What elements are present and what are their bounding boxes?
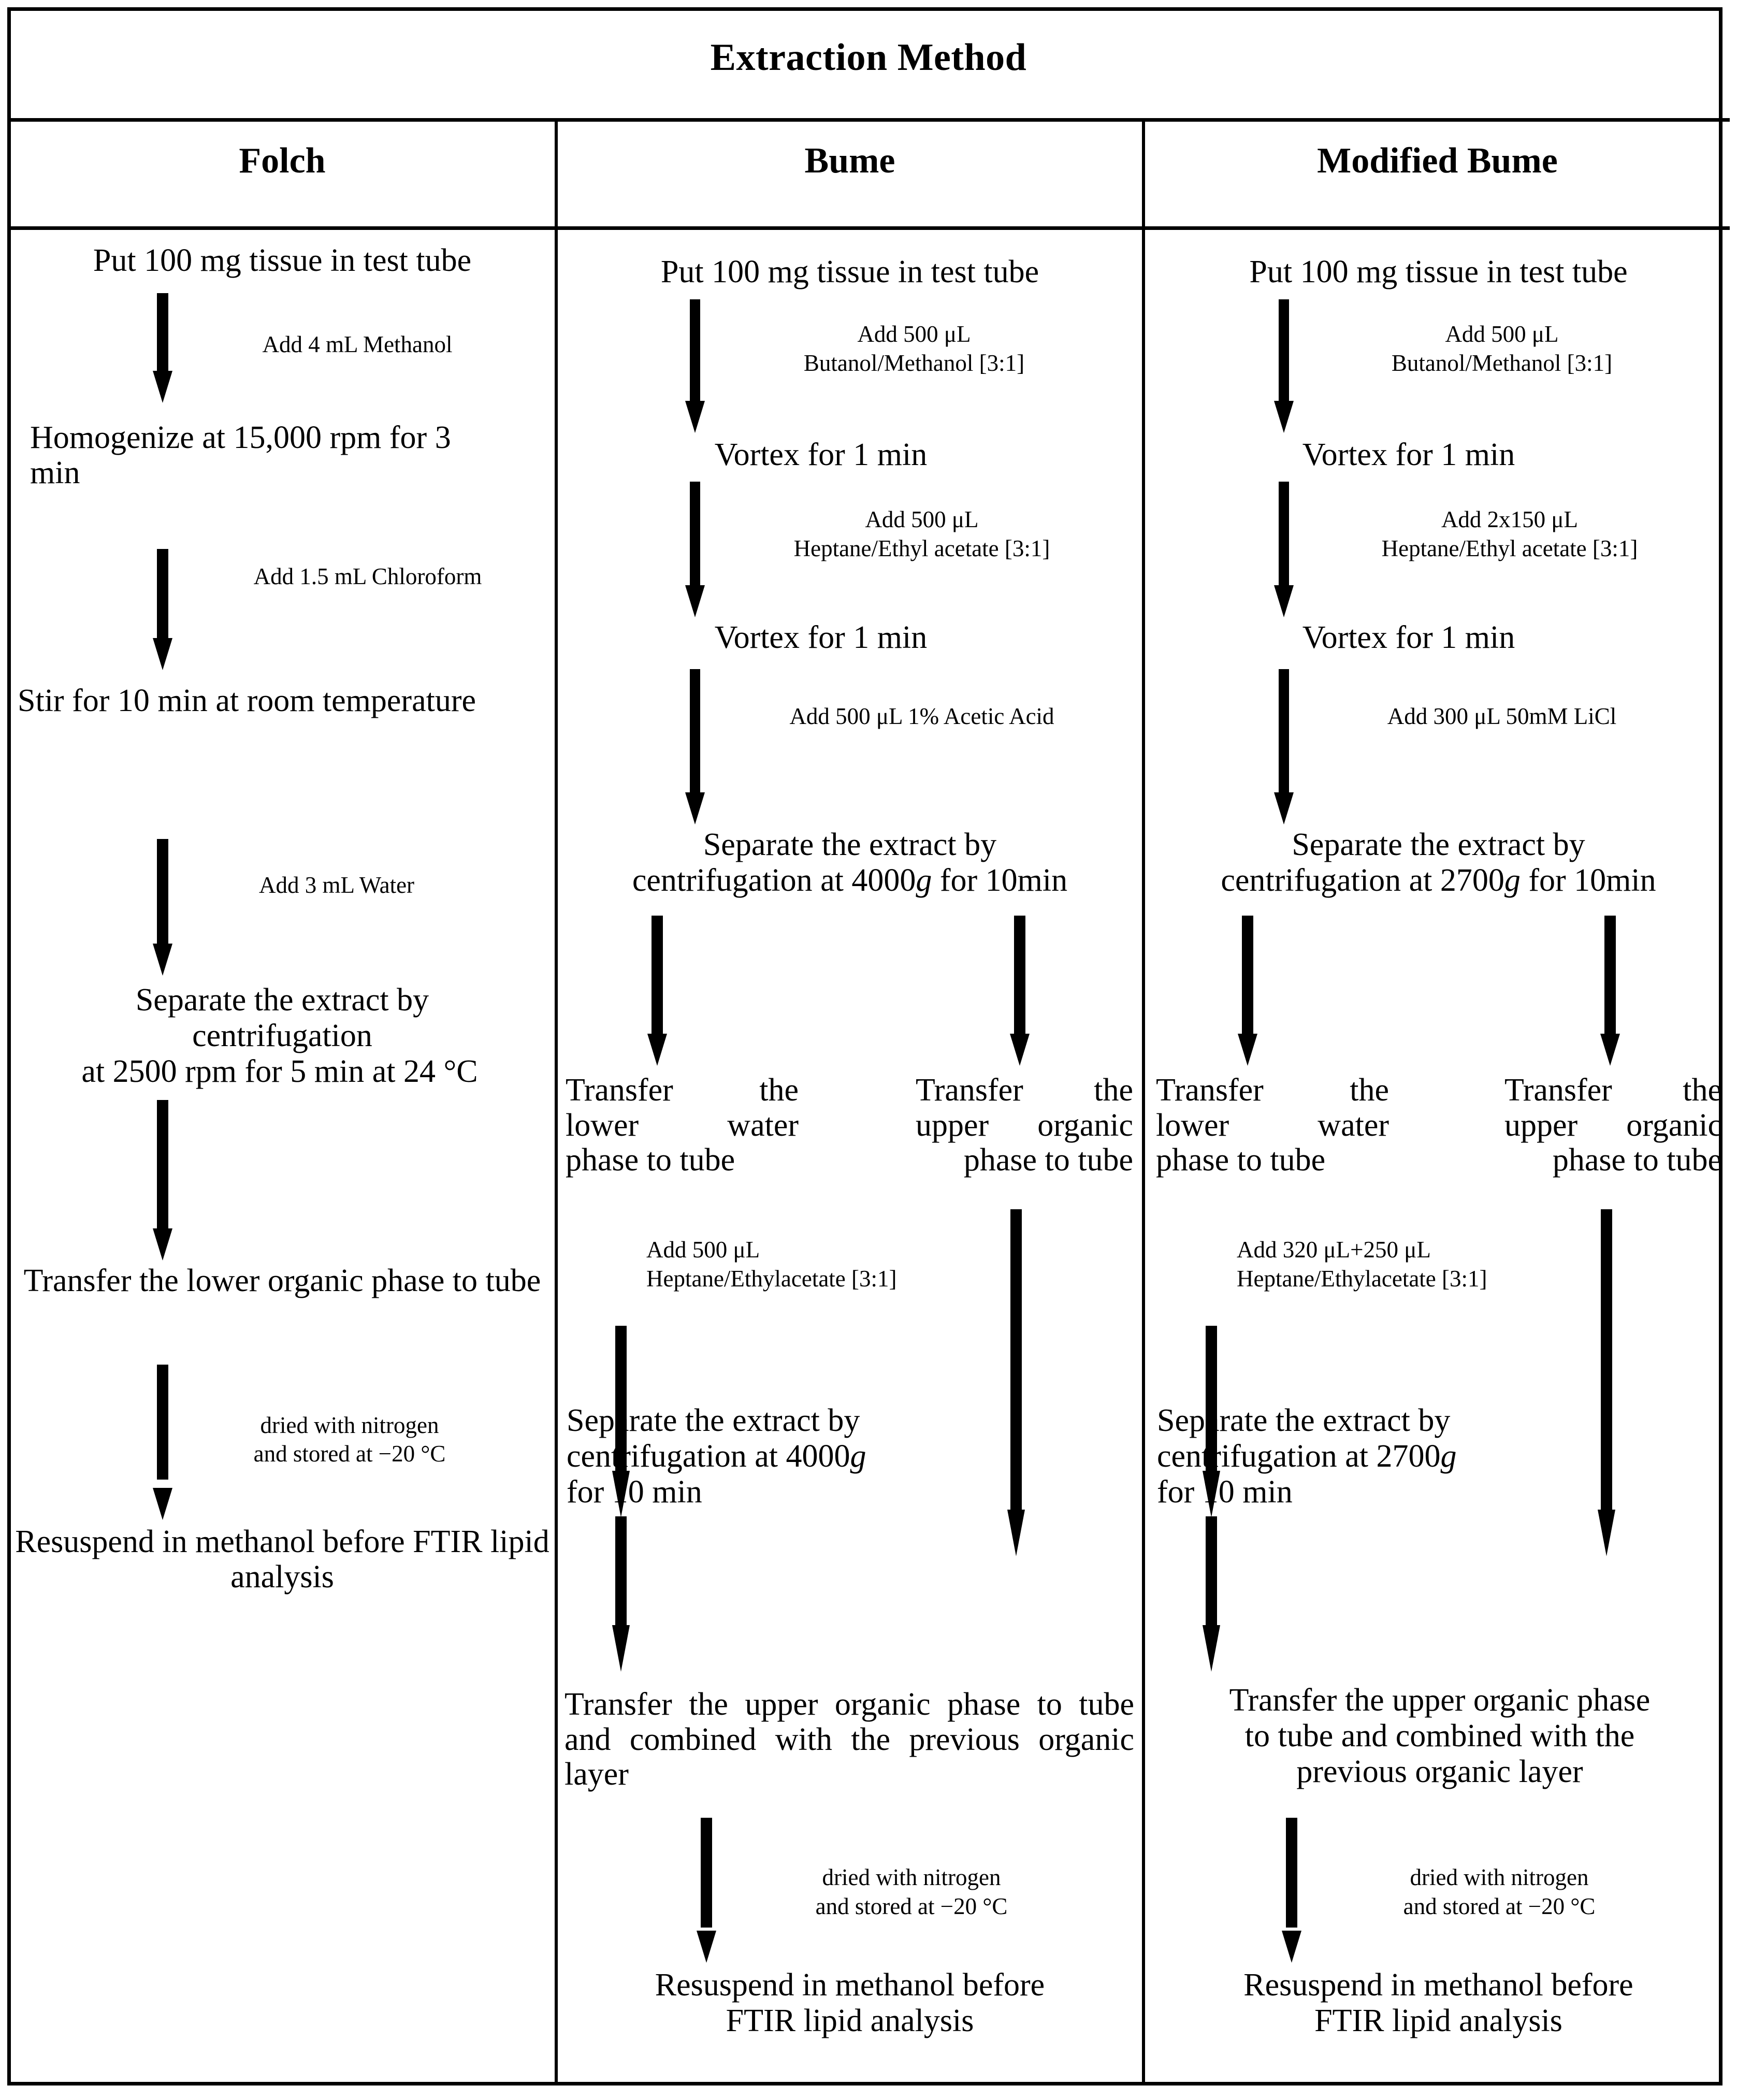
modbume-step-4-g-italic: g [1504, 863, 1521, 898]
rule-under-column-headers [7, 226, 1730, 230]
folch-arrow-5 [150, 1365, 175, 1520]
modbume-step-8-line-2: FTIR lipid analysis [1314, 2003, 1562, 2038]
bume-step-2: Vortex for 1 min [714, 437, 928, 472]
folch-annotation-4-line-2: and stored at −20 °C [253, 1441, 446, 1467]
modbume-arrow-6 [1279, 1818, 1304, 1963]
folch-arrow-4 [150, 1100, 175, 1261]
page-title: Extraction Method [710, 36, 1027, 79]
modbume-arrow-1 [1271, 299, 1296, 433]
modbume-arrow-long-right [1594, 1209, 1619, 1556]
bume-step-6-line-2 [567, 1439, 1022, 1474]
bume-annotation-5-line-1: dried with nitrogen [822, 1864, 1001, 1890]
modbume-step-6-line-1: Separate the extract by [1157, 1403, 1451, 1438]
modbume-step-6-line-2 [1157, 1439, 1613, 1474]
bume-annotation-5-line-2: and stored at −20 °C [815, 1893, 1008, 1919]
folch-step-3: Stir for 10 min at room temperature [18, 683, 476, 718]
bume-annotation-1-line-2: Butanol/Methanol [3:1] [803, 350, 1025, 376]
modbume-step-6-line-2-a: centrifugation at 2700 [1157, 1439, 1441, 1474]
column-header-bume: Bume [804, 141, 895, 181]
folch-arrow-1 [150, 293, 175, 403]
modbume-step-4-line-2-c: for 10min [1520, 863, 1656, 898]
bume-step-6-line-3: for 10 min [567, 1474, 702, 1510]
modbume-arrow-branch-left [1235, 916, 1260, 1066]
folch-annotation-2: Add 1.5 mL Chloroform [253, 563, 482, 589]
bume-step-8-line-2: FTIR lipid analysis [726, 2003, 974, 2038]
bume-annotation-4-line-2: Heptane/Ethylacetate [3:1] [646, 1266, 897, 1292]
bume-step-5-left: Transfer the lower water phase to tube [566, 1073, 799, 1178]
bume-arrow-branch-right [1007, 916, 1032, 1066]
column-divider-1 [555, 120, 558, 2083]
bume-annotation-1-line-1: Add 500 μL [857, 321, 971, 347]
folch-annotation-1: Add 4 mL Methanol [262, 331, 453, 357]
modbume-step-2: Vortex for 1 min [1302, 437, 1515, 472]
bume-step-6-line-2-a: centrifugation at 4000 [567, 1439, 850, 1474]
bume-step-4-line-2-c: for 10min [932, 863, 1068, 898]
modbume-step-1: Put 100 mg tissue in test tube [1249, 254, 1628, 289]
bume-annotation-3: Add 500 μL 1% Acetic Acid [789, 703, 1054, 729]
modbume-arrow-2 [1271, 482, 1296, 617]
bume-step-6-g-italic: g [850, 1439, 866, 1474]
bume-step-1: Put 100 mg tissue in test tube [660, 254, 1039, 289]
modbume-step-6-line-3: for 10 min [1157, 1474, 1293, 1510]
modbume-step-4-line-1: Separate the extract by [1292, 827, 1585, 862]
modbume-annotation-4-line-2: Heptane/Ethylacetate [3:1] [1237, 1266, 1487, 1292]
bume-step-4-line-2-a: centrifugation at 4000 [632, 863, 916, 898]
bume-step-5-right: Transfer the upper organic phase to tube [916, 1073, 1133, 1178]
modbume-step-7-line-2: to tube and combined with the [1244, 1718, 1635, 1754]
bume-step-4-line-2 [562, 863, 1138, 899]
bume-annotation-4-line-1: Add 500 μL [646, 1237, 760, 1263]
modbume-arrow-5 [1199, 1516, 1224, 1672]
bume-step-3: Vortex for 1 min [714, 620, 928, 655]
folch-step-5: Transfer the lower organic phase to tube [23, 1263, 541, 1298]
bume-annotation-2-line-2: Heptane/Ethyl acetate [3:1] [793, 535, 1050, 561]
modbume-step-4-line-2 [1150, 863, 1727, 899]
bume-arrow-3 [683, 669, 707, 824]
folch-step-1: Put 100 mg tissue in test tube [93, 243, 472, 278]
modbume-step-8-line-1: Resuspend in methanol before [1243, 1967, 1633, 2003]
modbume-step-5-left: Transfer the lower water phase to tube [1156, 1073, 1389, 1178]
bume-step-8-line-1: Resuspend in methanol before [655, 1967, 1045, 2003]
rule-under-title [7, 118, 1730, 122]
folch-step-4-line-3: at 2500 rpm for 5 min at 24 °C [81, 1054, 478, 1089]
bume-step-7: Transfer the upper organic phase to tube and combined with the previous organic layer [564, 1687, 1134, 1792]
column-header-folch: Folch [239, 141, 326, 181]
modbume-annotation-2-line-1: Add 2x150 μL [1441, 506, 1579, 532]
modbume-annotation-1-line-1: Add 500 μL [1445, 321, 1559, 347]
column-divider-2 [1142, 120, 1145, 2083]
modbume-arrow-branch-right [1598, 916, 1623, 1066]
bume-arrow-1 [683, 299, 707, 433]
folch-step-2: Homogenize at 15,000 rpm for 3 min [30, 420, 451, 490]
bume-arrow-5 [609, 1516, 633, 1672]
modbume-annotation-5-line-2: and stored at −20 °C [1403, 1893, 1596, 1919]
modbume-annotation-3: Add 300 μL 50mM LiCl [1387, 703, 1617, 729]
modbume-step-4-line-2-a: centrifugation at 2700 [1221, 863, 1504, 898]
bume-step-4-g-italic: g [916, 863, 932, 898]
folch-annotation-4-line-1: dried with nitrogen [260, 1412, 439, 1438]
modbume-step-7-line-3: previous organic layer [1296, 1754, 1583, 1789]
column-header-modified-bume: Modified Bume [1317, 141, 1558, 181]
modbume-step-7-line-1: Transfer the upper organic phase [1229, 1683, 1651, 1718]
bume-annotation-2-line-1: Add 500 μL [865, 506, 979, 532]
modbume-annotation-5-line-1: dried with nitrogen [1410, 1864, 1589, 1890]
folch-arrow-3 [150, 839, 175, 976]
bume-step-4-line-1: Separate the extract by [703, 827, 997, 862]
bume-arrow-long-right [1004, 1209, 1029, 1556]
modbume-annotation-4-line-1: Add 320 μL+250 μL [1237, 1237, 1431, 1263]
bume-arrow-6 [694, 1818, 719, 1963]
modbume-step-6-g-italic: g [1440, 1439, 1457, 1474]
modbume-annotation-2-line-2: Heptane/Ethyl acetate [3:1] [1381, 535, 1638, 561]
bume-arrow-2 [683, 482, 707, 617]
folch-annotation-3: Add 3 mL Water [258, 872, 415, 898]
folch-step-4-line-2: centrifugation [192, 1018, 372, 1053]
bume-arrow-branch-left [645, 916, 670, 1066]
modbume-step-3: Vortex for 1 min [1302, 620, 1515, 655]
modbume-annotation-1-line-2: Butanol/Methanol [3:1] [1391, 350, 1613, 376]
folch-step-6: Resuspend in methanol before FTIR lipid analysis [15, 1524, 549, 1595]
modbume-step-5-right: Transfer the upper organic phase to tube [1504, 1073, 1722, 1178]
bume-step-6-line-1: Separate the extract by [567, 1403, 860, 1438]
modbume-arrow-3 [1271, 669, 1296, 824]
folch-arrow-2 [150, 549, 175, 670]
folch-step-4-line-1: Separate the extract by [135, 982, 429, 1018]
